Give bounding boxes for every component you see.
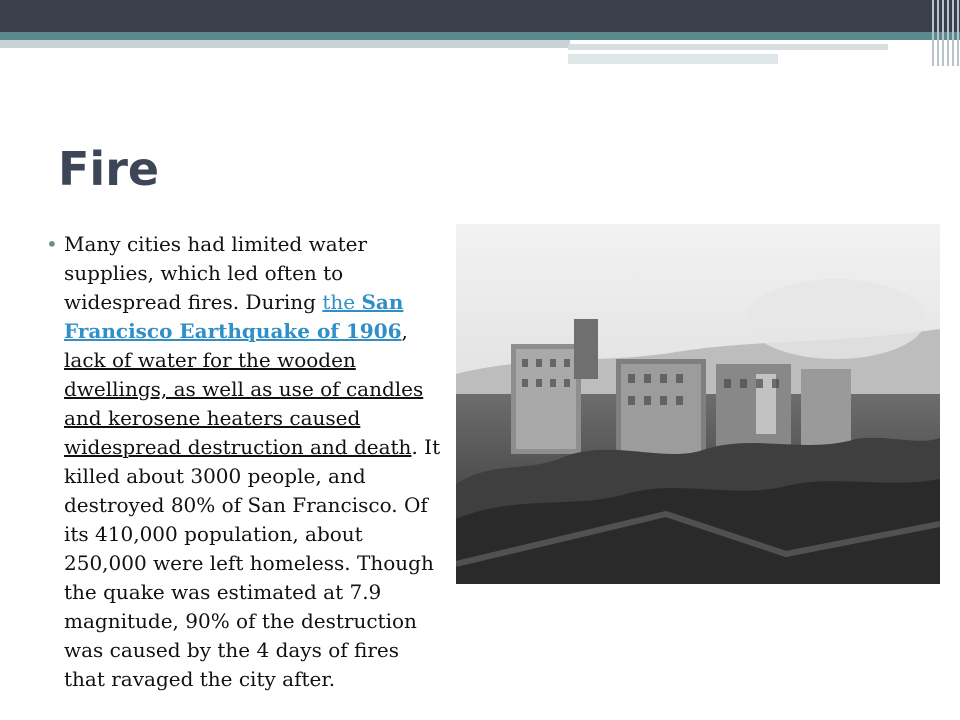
banner-dark-band	[0, 0, 960, 32]
banner-gray-band	[0, 40, 570, 48]
body-text-2: ,	[401, 319, 408, 343]
top-banner	[0, 0, 960, 70]
banner-stripes	[930, 0, 960, 70]
ruins-photo-illustration	[456, 224, 940, 584]
bullet-marker: •	[46, 232, 58, 256]
body-text-3: . It killed about 3000 people, and destroyed 80% of San Francisco. Of its 410,000 population, about 250,000 were left homeless. Though the quake was estimated at 7.9 magnitude, 90% of the destruction was caused by the 4 days of fires that ravaged the city after.	[64, 435, 441, 691]
body-text-1: Many cities had limited water supplies, which led often to widespread fires. During	[64, 232, 368, 314]
slide-body	[46, 230, 446, 694]
banner-teal-band	[0, 32, 960, 40]
earthquake-photo	[456, 224, 940, 584]
link-text-plain: the	[322, 290, 362, 314]
underlined-text: lack of water for the wooden dwellings, as well as use of candles and kerosene heaters caused widespread destruction and death	[64, 348, 424, 459]
banner-gray-band-2	[568, 44, 888, 50]
link-text-bold: San Francisco Earthquake of 1906	[64, 290, 404, 343]
slide-title: Fire	[58, 142, 160, 196]
bullet-text	[46, 230, 446, 694]
banner-light-band	[568, 54, 778, 64]
